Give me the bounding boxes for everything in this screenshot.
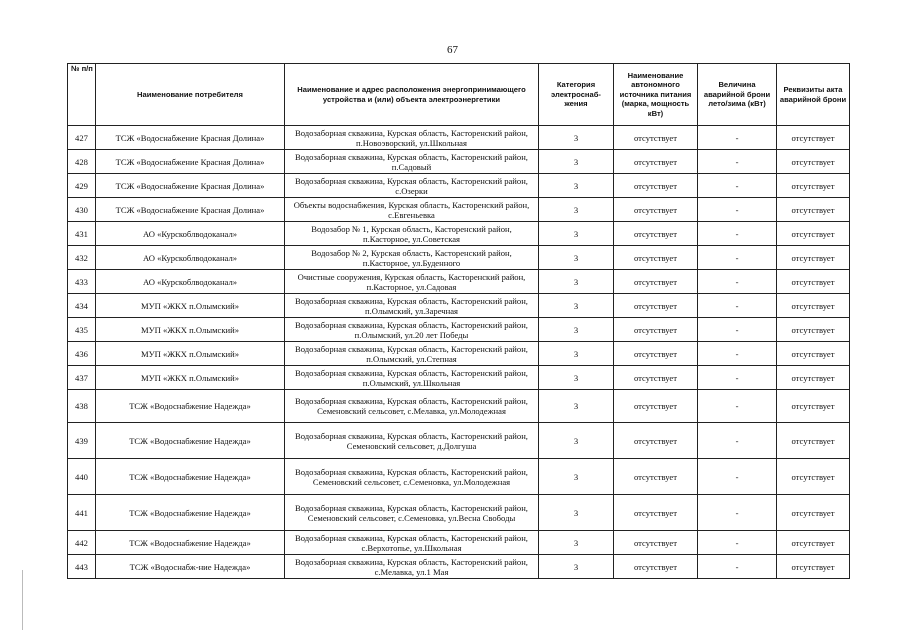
table-row [68,366,850,390]
cell-act: отсутствует [777,531,850,555]
cell-act: отсутствует [777,390,850,423]
cell-num: 442 [68,531,96,555]
cell-consumer: АО «Курскоблводоканал» [96,270,285,294]
cell-category: 3 [539,459,614,495]
table-row [68,555,850,579]
reserve-table [67,63,850,579]
cell-reserve: - [698,126,777,150]
table-row [68,495,850,531]
cell-source: отсутствует [614,342,698,366]
cell-num: 427 [68,126,96,150]
header-consumer: Наименование потребителя [96,64,285,126]
cell-consumer: ТСЖ «Водоснабжение Надежда» [96,423,285,459]
cell-source: отсутствует [614,198,698,222]
cell-category: 3 [539,294,614,318]
scan-artifact [22,570,23,630]
cell-consumer: МУП «ЖКХ п.Олымский» [96,318,285,342]
cell-num: 430 [68,198,96,222]
cell-num: 431 [68,222,96,246]
cell-reserve: - [698,366,777,390]
table-row [68,318,850,342]
table-row [68,270,850,294]
cell-consumer: ТСЖ «Водоснабжение Красная Долина» [96,150,285,174]
cell-num: 437 [68,366,96,390]
cell-num: 432 [68,246,96,270]
table-row [68,126,850,150]
cell-source: отсутствует [614,318,698,342]
cell-num: 441 [68,495,96,531]
cell-reserve: - [698,294,777,318]
cell-act: отсутствует [777,318,850,342]
table-row [68,246,850,270]
cell-consumer: ТСЖ «Водоснабжение Красная Долина» [96,198,285,222]
cell-consumer: МУП «ЖКХ п.Олымский» [96,342,285,366]
cell-category: 3 [539,423,614,459]
cell-consumer: ТСЖ «Водоснабжение Красная Долина» [96,174,285,198]
cell-act: отсутствует [777,495,850,531]
cell-consumer: МУП «ЖКХ п.Олымский» [96,366,285,390]
header-category: Категория электроснаб-жения [539,64,614,126]
cell-source: отсутствует [614,294,698,318]
cell-reserve: - [698,222,777,246]
cell-category: 3 [539,198,614,222]
cell-act: отсутствует [777,294,850,318]
cell-num: 439 [68,423,96,459]
page-number: 67 [447,44,458,56]
cell-category: 3 [539,495,614,531]
cell-object: Водозаборная скважина, Курская область, Касторенский район, с.Верхотопье, ул.Школьная [285,531,539,555]
cell-num: 434 [68,294,96,318]
cell-consumer: ТСЖ «Водоснабжение Надежда» [96,390,285,423]
cell-reserve: - [698,531,777,555]
table-row [68,423,850,459]
cell-act: отсутствует [777,270,850,294]
cell-object: Водозаборная скважина, Курская область, Касторенский район, с.Озерки [285,174,539,198]
cell-object: Водозаборная скважина, Курская область, Касторенский район, п.Олымский, ул.Школьная [285,366,539,390]
cell-reserve: - [698,198,777,222]
cell-object: Водозаборная скважина, Курская область, Касторенский район, п.Олымский, ул.20 лет Победы [285,318,539,342]
table-header-row [68,64,850,126]
cell-reserve: - [698,342,777,366]
cell-category: 3 [539,222,614,246]
cell-category: 3 [539,390,614,423]
cell-source: отсутствует [614,495,698,531]
cell-act: отсутствует [777,459,850,495]
cell-num: 429 [68,174,96,198]
table-row [68,390,850,423]
cell-act: отсутствует [777,198,850,222]
cell-category: 3 [539,174,614,198]
cell-act: отсутствует [777,555,850,579]
cell-source: отсутствует [614,222,698,246]
cell-source: отсутствует [614,531,698,555]
table-row [68,174,850,198]
cell-act: отсутствует [777,126,850,150]
cell-object: Водозаборная скважина, Курская область, Касторенский район, с.Мелавка, ул.1 Мая [285,555,539,579]
cell-category: 3 [539,270,614,294]
cell-act: отсутствует [777,366,850,390]
cell-num: 436 [68,342,96,366]
table-row [68,198,850,222]
cell-object: Водозаборная скважина, Курская область, Касторенский район, п.Олымский, ул.Степная [285,342,539,366]
cell-num: 443 [68,555,96,579]
cell-consumer: ТСЖ «Водоснабжение Надежда» [96,495,285,531]
cell-act: отсутствует [777,342,850,366]
cell-object: Водозаборная скважина, Курская область, Касторенский район, п.Олымский, ул.Заречная [285,294,539,318]
table-row [68,459,850,495]
cell-source: отсутствует [614,126,698,150]
cell-reserve: - [698,555,777,579]
cell-category: 3 [539,531,614,555]
cell-consumer: ТСЖ «Водоснабж-ние Надежда» [96,555,285,579]
cell-category: 3 [539,555,614,579]
cell-source: отсутствует [614,555,698,579]
cell-consumer: МУП «ЖКХ п.Олымский» [96,294,285,318]
cell-num: 433 [68,270,96,294]
cell-category: 3 [539,366,614,390]
table-row [68,150,850,174]
cell-object: Водозаборная скважина, Курская область, Касторенский район, п.Новоэворский, ул.Школьная [285,126,539,150]
cell-object: Водозаборная скважина, Курская область, Касторенский район, Семеновский сельсовет, с.Мелавка, ул.Молодежная [285,390,539,423]
header-object: Наименование и адрес расположения энергопринимающего устройства и (или) объекта электроэнергетики [285,64,539,126]
cell-object: Водозаборная скважина, Курская область, Касторенский район, Семеновский сельсовет, д.Долгуша [285,423,539,459]
cell-source: отсутствует [614,390,698,423]
cell-reserve: - [698,150,777,174]
cell-object: Водозаборная скважина, Курская область, Касторенский район, Семеновский сельсовет, с.Семеновка, ул.Молодежная [285,459,539,495]
cell-reserve: - [698,495,777,531]
table-row [68,531,850,555]
cell-act: отсутствует [777,423,850,459]
cell-object: Водозабор № 2, Курская область, Касторенский район, п.Касторное, ул.Буденного [285,246,539,270]
table-row [68,294,850,318]
table-row [68,222,850,246]
cell-num: 438 [68,390,96,423]
cell-category: 3 [539,150,614,174]
cell-reserve: - [698,390,777,423]
header-reserve: Величина аварийной брони лето/зима (кВт) [698,64,777,126]
cell-source: отсутствует [614,150,698,174]
cell-source: отсутствует [614,246,698,270]
header-source: Наименование автономного источника питания (марка, мощность кВт) [614,64,698,126]
cell-category: 3 [539,342,614,366]
cell-num: 428 [68,150,96,174]
cell-object: Водозаборная скважина, Курская область, Касторенский район, Семеновский сельсовет, с.Семеновка, ул.Весна Свободы [285,495,539,531]
header-num: № п/п [68,64,96,126]
cell-reserve: - [698,270,777,294]
cell-reserve: - [698,246,777,270]
cell-reserve: - [698,423,777,459]
cell-act: отсутствует [777,174,850,198]
cell-category: 3 [539,246,614,270]
cell-source: отсутствует [614,270,698,294]
cell-source: отсутствует [614,174,698,198]
cell-act: отсутствует [777,150,850,174]
cell-source: отсутствует [614,366,698,390]
cell-category: 3 [539,126,614,150]
cell-reserve: - [698,459,777,495]
cell-object: Водозабор № 1, Курская область, Касторенский район, п.Касторное, ул.Советская [285,222,539,246]
cell-consumer: ТСЖ «Водоснабжение Надежда» [96,531,285,555]
cell-category: 3 [539,318,614,342]
cell-act: отсутствует [777,246,850,270]
cell-object: Очистные сооружения, Курская область, Касторенский район, п.Касторное, ул.Садовая [285,270,539,294]
table-row [68,342,850,366]
cell-num: 435 [68,318,96,342]
cell-consumer: ТСЖ «Водоснабжение Надежда» [96,459,285,495]
cell-reserve: - [698,318,777,342]
cell-object: Объекты водоснабжения, Курская область, Касторенский район, с.Евгеньевка [285,198,539,222]
cell-consumer: АО «Курскоблводоканал» [96,246,285,270]
cell-num: 440 [68,459,96,495]
cell-reserve: - [698,174,777,198]
cell-act: отсутствует [777,222,850,246]
cell-source: отсутствует [614,423,698,459]
cell-object: Водозаборная скважина, Курская область, Касторенский район, п.Садовый [285,150,539,174]
header-act: Реквизиты акта аварийной брони [777,64,850,126]
cell-source: отсутствует [614,459,698,495]
cell-consumer: ТСЖ «Водоснабжение Красная Долина» [96,126,285,150]
cell-consumer: АО «Курскоблводоканал» [96,222,285,246]
